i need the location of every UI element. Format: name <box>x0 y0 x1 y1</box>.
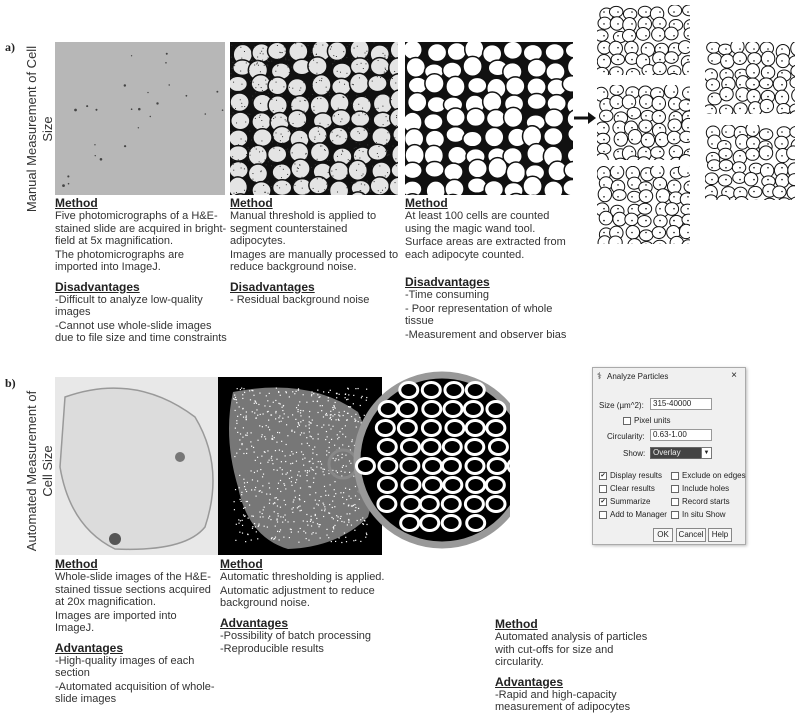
method-column <box>220 558 388 657</box>
checkbox-label: In situ Show <box>682 510 726 519</box>
pixel-units-label: Pixel units <box>634 416 671 425</box>
show-value: Overlay <box>653 448 681 457</box>
option-checkbox[interactable] <box>671 497 730 506</box>
ok-button[interactable]: OK <box>653 528 673 542</box>
counted-cells-image <box>597 5 690 75</box>
checkbox-box[interactable] <box>671 472 679 480</box>
panel-b-side-title: Automated Measurement of Cell Size <box>24 390 55 552</box>
method-text: Images are manually processed to reduce background noise. <box>230 248 399 273</box>
checkbox-box[interactable] <box>671 485 679 493</box>
method-column <box>405 197 577 342</box>
method-column <box>495 618 665 715</box>
method-text: Whole-slide images of the H&E-stained tissue sections acquired at 20x magnification. <box>55 571 211 608</box>
advantage-item: -Rapid and high-capacity measurement of adipocytes <box>495 688 631 713</box>
disadvantages-heading: Disadvantages <box>230 279 315 294</box>
checkbox-label: Add to Manager <box>610 510 667 519</box>
panel-a-side-title: Manual Measurement of Cell Size <box>24 45 55 213</box>
disadvantage-item: -Difficult to analyze low-quality images <box>55 293 203 318</box>
disadvantage-item: - Poor representation of whole tissue <box>405 302 553 327</box>
method-heading: Method <box>55 196 98 210</box>
chevron-down-icon[interactable]: ▼ <box>701 447 712 459</box>
method-column <box>55 558 215 707</box>
advantages-heading: Advantages <box>55 640 124 655</box>
checkbox-label: Display results <box>610 471 663 480</box>
disadvantages-heading: Disadvantages <box>405 275 490 289</box>
close-button[interactable]: × <box>731 370 737 381</box>
disadvantage-item: -Measurement and observer bias <box>405 328 567 341</box>
counted-cells-image <box>597 85 690 160</box>
method-text: Automated analysis of particles with cut-offs for size and circularity. <box>495 631 648 668</box>
zoom-magnifier <box>330 365 510 550</box>
show-label: Show: <box>623 449 646 458</box>
checkbox-box[interactable] <box>599 485 607 493</box>
checkbox-label: Include holes <box>682 484 730 493</box>
disadvantage-item: -Cannot use whole-slide images due to file size and time constraints <box>55 319 227 344</box>
checkbox-label: Exclude on edges <box>682 471 746 480</box>
method-text: Manual threshold is applied to segment counterstained adipocytes. <box>230 210 377 247</box>
imagej-microscope-icon: ⚕ <box>597 371 602 381</box>
size-label: Size (µm^2): <box>599 401 644 410</box>
arrow-right-icon <box>574 112 596 124</box>
panel-b-label: b) <box>5 376 16 390</box>
checkbox-box[interactable]: ✔ <box>600 498 606 505</box>
method-heading: Method <box>220 557 263 571</box>
photomicrograph-image <box>55 42 225 195</box>
method-text: Five photomicrographs of a H&E-stained slide are acquired in bright-field at 5x magnification. <box>55 210 227 247</box>
disadvantages-heading: Disadvantages <box>55 279 140 294</box>
method-text: Automatic thresholding is applied. <box>220 571 385 583</box>
checkbox-label: Record starts <box>682 497 730 506</box>
option-checkbox[interactable] <box>599 510 667 519</box>
circularity-input[interactable]: 0.63-1.00 <box>650 429 712 441</box>
counted-cells-image <box>705 125 795 200</box>
method-heading: Method <box>495 617 538 631</box>
checkbox-label: Summarize <box>610 497 651 506</box>
checkbox-box[interactable] <box>671 498 679 506</box>
method-text: Automatic adjustment to reduce background noise. <box>220 584 375 609</box>
option-checkbox[interactable] <box>599 497 650 506</box>
pixel-units-checkbox[interactable] <box>623 416 670 425</box>
option-checkbox[interactable] <box>671 484 729 493</box>
option-checkbox[interactable] <box>671 510 726 519</box>
advantage-item: -High-quality images of each section <box>55 654 195 679</box>
method-column <box>55 197 227 346</box>
size-input[interactable]: 315-40000 <box>650 398 712 410</box>
method-text: The photomicrographs are imported into ImageJ. <box>55 248 185 273</box>
panel-a-label: a) <box>5 40 15 54</box>
method-heading: Method <box>55 557 98 571</box>
checkbox-box[interactable] <box>599 511 607 519</box>
checkbox-label: Clear results <box>610 484 655 493</box>
method-column <box>230 197 400 307</box>
method-text: Images are imported into ImageJ. <box>55 609 177 634</box>
disadvantage-item: - Residual background noise <box>230 293 370 306</box>
advantage-item: -Reproducible results <box>220 643 324 655</box>
advantage-item: -Possibility of batch processing <box>220 629 372 642</box>
advantages-heading: Advantages <box>495 674 564 689</box>
advantages-heading: Advantages <box>220 615 289 630</box>
counted-cells-image <box>597 166 690 244</box>
option-checkbox[interactable] <box>671 471 746 480</box>
cancel-button[interactable]: Cancel <box>676 528 706 542</box>
option-checkbox[interactable] <box>599 471 662 480</box>
option-checkbox[interactable] <box>599 484 655 493</box>
help-button[interactable]: Help <box>708 528 732 542</box>
disadvantage-item: -Time consuming <box>405 289 489 301</box>
counted-cells-image <box>705 42 795 114</box>
method-heading: Method <box>405 196 448 210</box>
analyze-particles-dialog <box>592 367 746 545</box>
magic-wand-image <box>405 42 573 195</box>
method-text: Surface areas are extracted from each adipocyte counted. <box>405 236 566 261</box>
threshold-image <box>230 42 398 195</box>
whole-slide-image <box>55 377 218 555</box>
advantage-item: -Automated acquisition of whole-slide images <box>55 680 215 705</box>
circularity-label: Circularity: <box>607 432 645 441</box>
checkbox-box[interactable] <box>671 511 679 519</box>
dialog-title: Analyze Particles <box>607 372 669 381</box>
show-select[interactable] <box>650 447 704 459</box>
checkbox-box[interactable]: ✔ <box>600 472 606 479</box>
method-text: At least 100 cells are counted using the magic wand tool. <box>405 210 550 235</box>
method-heading: Method <box>230 196 273 210</box>
